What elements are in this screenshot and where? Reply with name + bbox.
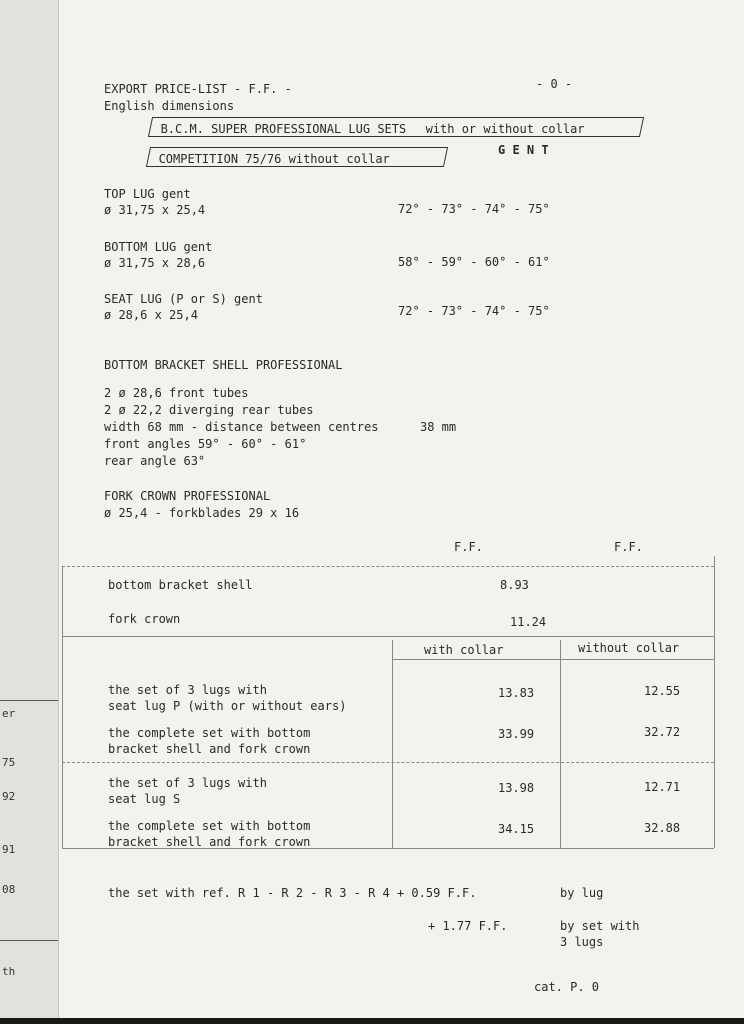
- lug-name: SEAT LUG (P or S) gent: [104, 292, 263, 306]
- row-label: seat lug P (with or without ears): [108, 699, 347, 713]
- row-label: fork crown: [108, 612, 181, 626]
- page-title: EXPORT PRICE-LIST - F.F. -: [104, 82, 292, 96]
- document-page: [62, 0, 744, 1024]
- price-with-collar: 13.98: [498, 781, 535, 795]
- competition-box: [146, 147, 448, 167]
- row-label: bracket shell and fork crown: [108, 742, 311, 756]
- ref-line: the set with ref. R 1 - R 2 - R 3 - R 4 + 0.59 F.F.: [108, 886, 477, 900]
- price-with-collar: 34.15: [498, 822, 535, 836]
- fork-line: ø 25,4 - forkblades 29 x 16: [104, 506, 300, 520]
- row-divider: [392, 659, 714, 660]
- table-border: [714, 556, 715, 848]
- lug-angles: 72° - 73° - 74° - 75°: [398, 304, 550, 318]
- page-marker: - 0 -: [536, 77, 573, 91]
- bb-line: width 68 mm - distance between centres: [104, 420, 379, 434]
- margin-number: er: [2, 707, 16, 720]
- catalogue-ref: cat. P. 0: [534, 980, 600, 994]
- bb-line: 2 ø 28,6 front tubes: [104, 386, 249, 400]
- price-without-collar: 32.88: [644, 821, 681, 835]
- fork-title: FORK CROWN PROFESSIONAL: [104, 489, 271, 503]
- price-value: 8.93: [500, 578, 529, 592]
- col-head-ff: F.F.: [454, 540, 483, 554]
- margin-number: th: [2, 965, 16, 978]
- price-with-collar: 33.99: [498, 727, 535, 741]
- margin-rule: [0, 940, 58, 941]
- row-label: bracket shell and fork crown: [108, 835, 311, 849]
- lug-angles: 58° - 59° - 60° - 61°: [398, 255, 550, 269]
- row-label: the complete set with bottom: [108, 726, 311, 740]
- by-lug: by lug: [560, 886, 604, 900]
- lug-name: TOP LUG gent: [104, 187, 191, 201]
- price-without-collar: 12.71: [644, 780, 681, 794]
- lug-sets-title: B.C.M. SUPER PROFESSIONAL LUG SETS: [160, 122, 407, 136]
- lug-angles: 72° - 73° - 74° - 75°: [398, 202, 550, 216]
- page-subtitle: English dimensions: [104, 99, 235, 113]
- lug-sets-box: [148, 117, 644, 137]
- row-divider: [62, 762, 714, 763]
- column-divider: [392, 640, 393, 848]
- price-with-collar: 13.83: [498, 686, 535, 700]
- price-value: 11.24: [510, 615, 547, 629]
- margin-number: 08: [2, 883, 16, 896]
- row-label: the set of 3 lugs with: [108, 683, 267, 697]
- with-collar-head: with collar: [424, 643, 504, 657]
- lug-dimension: ø 31,75 x 28,6: [104, 256, 206, 270]
- row-label: bottom bracket shell: [108, 578, 253, 592]
- competition-title: COMPETITION 75/76 without collar: [158, 152, 390, 166]
- table-border: [62, 566, 63, 848]
- margin-number: 92: [2, 790, 16, 803]
- price-without-collar: 32.72: [644, 725, 681, 739]
- col-head-ff: F.F.: [614, 540, 643, 554]
- margin-number: 91: [2, 843, 16, 856]
- by-set: 3 lugs: [560, 935, 604, 949]
- surcharge-set: + 1.77 F.F.: [428, 919, 508, 933]
- scan-edge: [0, 1018, 744, 1024]
- brand-label: G E N T: [498, 143, 549, 157]
- margin-number: 75: [2, 756, 16, 769]
- price-without-collar: 12.55: [644, 684, 681, 698]
- by-set: by set with: [560, 919, 640, 933]
- row-label: the set of 3 lugs with: [108, 776, 267, 790]
- lug-name: BOTTOM LUG gent: [104, 240, 213, 254]
- bb-line: 2 ø 22,2 diverging rear tubes: [104, 403, 314, 417]
- row-label: the complete set with bottom: [108, 819, 311, 833]
- column-divider: [560, 640, 561, 848]
- row-divider: [62, 636, 714, 637]
- lug-dimension: ø 28,6 x 25,4: [104, 308, 198, 322]
- row-label: seat lug S: [108, 792, 181, 806]
- lug-dimension: ø 31,75 x 25,4: [104, 203, 206, 217]
- bb-line: front angles 59° - 60° - 61°: [104, 437, 307, 451]
- adjacent-page-strip: [0, 0, 59, 1024]
- bb-title: BOTTOM BRACKET SHELL PROFESSIONAL: [104, 358, 343, 372]
- bb-centres: 38 mm: [420, 420, 457, 434]
- without-collar-head: without collar: [578, 641, 680, 655]
- lug-sets-tail: with or without collar: [425, 122, 585, 136]
- bb-line: rear angle 63°: [104, 454, 206, 468]
- table-border: [62, 566, 714, 567]
- margin-rule: [0, 700, 58, 701]
